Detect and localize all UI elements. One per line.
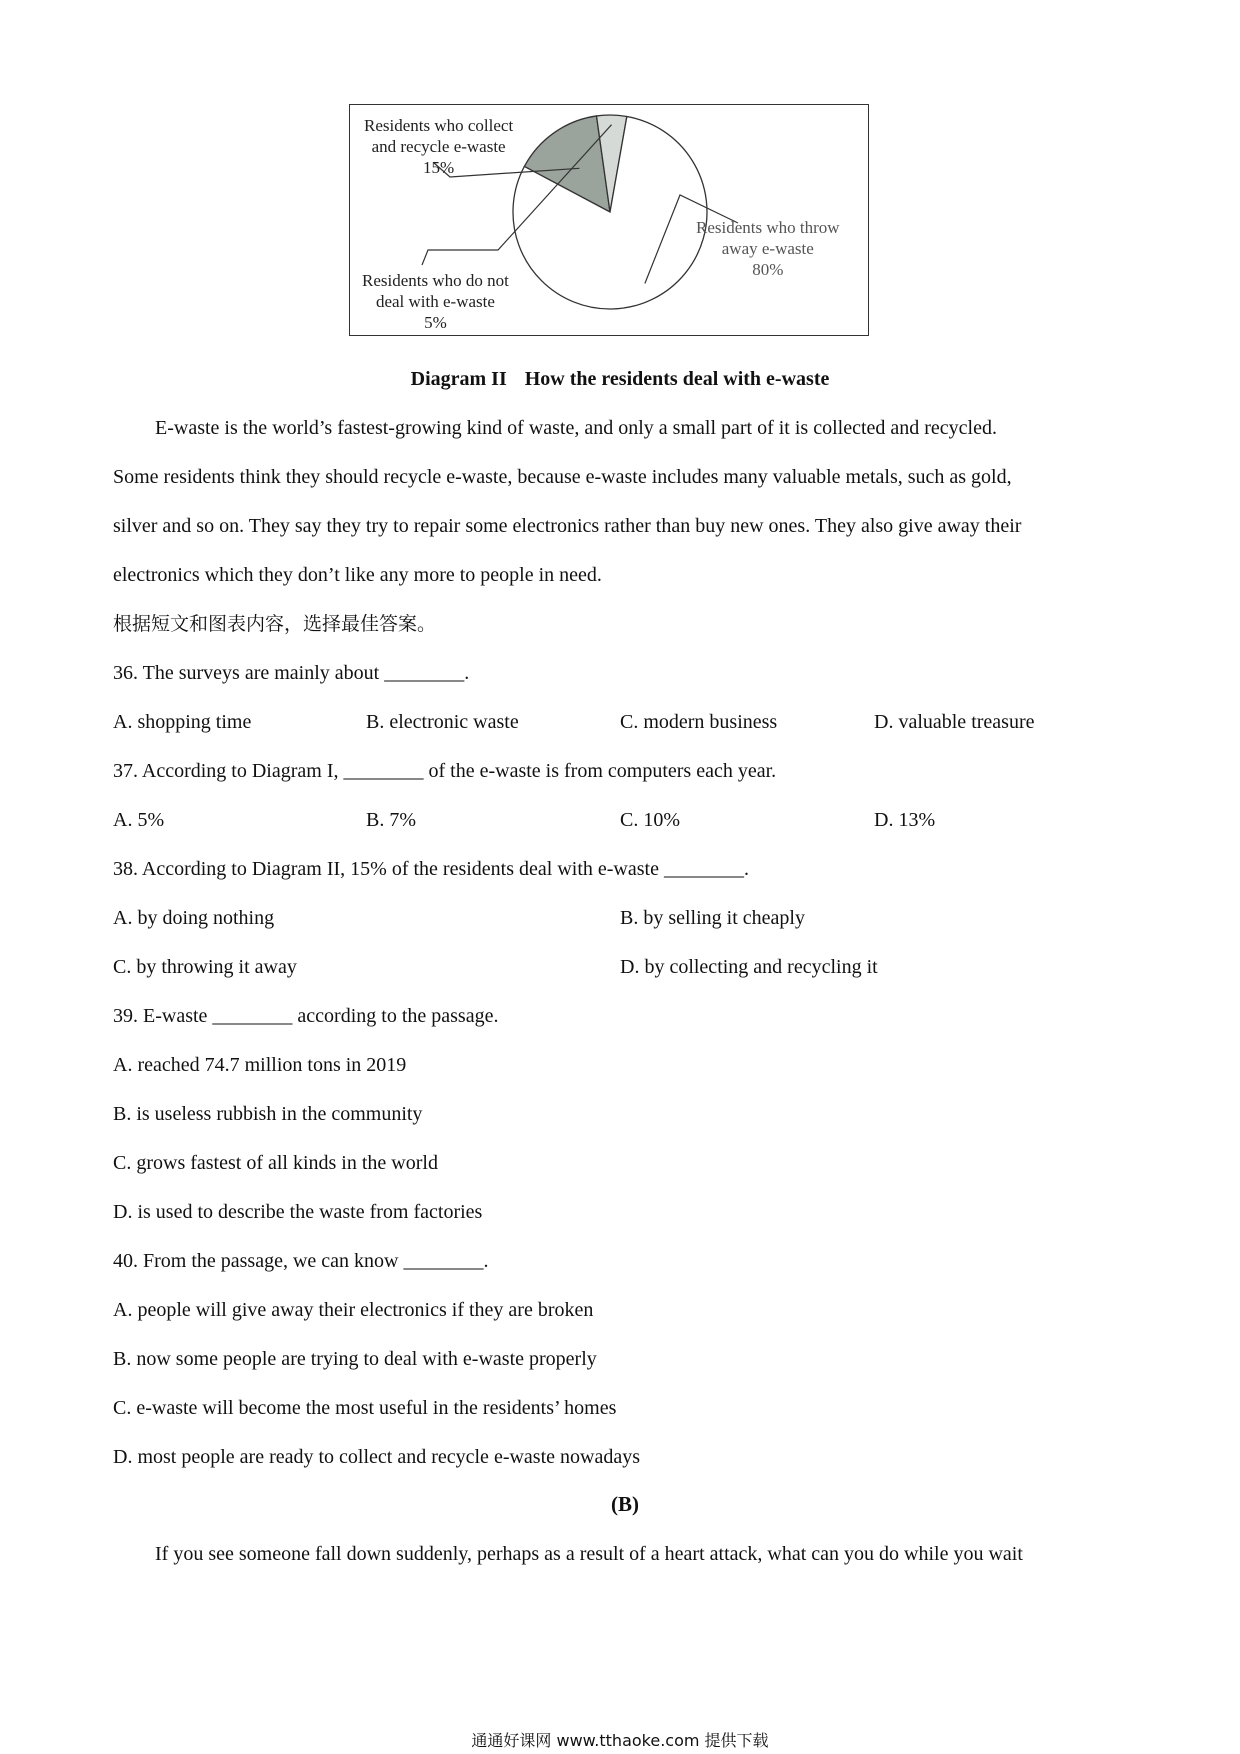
label-do-nothing xyxy=(362,270,509,333)
caption-text: How the residents deal with e-waste xyxy=(524,368,830,390)
q38-option-a[interactable]: A. by doing nothing xyxy=(113,907,275,929)
q40-option-c[interactable]: C. e-waste will become the most useful in the residents’ homes xyxy=(113,1397,617,1419)
q40-option-b[interactable]: B. now some people are trying to deal with e-waste properly xyxy=(113,1348,597,1370)
passage-line-2: Some residents think they should recycle e-waste, because e-waste includes many valuable metals, such as gold, xyxy=(113,466,1012,488)
q39-option-c[interactable]: C. grows fastest of all kinds in the world xyxy=(113,1152,438,1174)
label-collect-line2: and recycle e-waste xyxy=(371,137,506,156)
q37-option-d[interactable]: D. 13% xyxy=(874,809,936,831)
q38-option-b[interactable]: B. by selling it cheaply xyxy=(620,907,805,929)
label-throw-away xyxy=(696,217,840,280)
label-collect-percent: 15% xyxy=(423,158,455,177)
label-throw-line1: Residents who throw xyxy=(696,218,840,237)
q36-option-b[interactable]: B. electronic waste xyxy=(366,711,519,733)
q40-option-d[interactable]: D. most people are ready to collect and recycle e-waste nowadays xyxy=(113,1446,640,1468)
instruction: 根据短文和图表内容，选择最佳答案。 xyxy=(113,613,437,635)
label-throw-line2: away e-waste xyxy=(721,239,814,258)
q37-option-b[interactable]: B. 7% xyxy=(366,809,416,831)
page-footer: 通通好课网 www.tthaoke.com 提供下载 xyxy=(471,1731,769,1750)
question-36: 36. The surveys are mainly about ________. xyxy=(113,662,470,684)
q36-option-c[interactable]: C. modern business xyxy=(620,711,778,733)
question-37: 37. According to Diagram I, ________ of the e-waste is from computers each year. xyxy=(113,760,777,782)
diagram-caption xyxy=(0,368,1240,391)
q36-option-d[interactable]: D. valuable treasure xyxy=(874,711,1035,733)
label-nothing-line2: deal with e-waste xyxy=(375,292,495,311)
label-throw-percent: 80% xyxy=(752,260,784,279)
question-39: 39. E-waste ________ according to the passage. xyxy=(113,1005,499,1027)
q38-option-d[interactable]: D. by collecting and recycling it xyxy=(620,956,878,978)
passage-line-3: silver and so on. They say they try to repair some electronics rather than buy new ones. They also give away their xyxy=(113,515,1022,537)
q40-option-a[interactable]: A. people will give away their electronics if they are broken xyxy=(113,1299,594,1321)
q37-option-a[interactable]: A. 5% xyxy=(113,809,165,831)
section-b-heading: (B) xyxy=(611,1492,639,1516)
q39-option-b[interactable]: B. is useless rubbish in the community xyxy=(113,1103,423,1125)
label-collect-recycle xyxy=(364,115,513,178)
question-40: 40. From the passage, we can know ________. xyxy=(113,1250,489,1272)
label-nothing-percent: 5% xyxy=(424,313,447,332)
question-38: 38. According to Diagram II, 15% of the residents deal with e-waste ________. xyxy=(113,858,749,880)
passage-line-1: E-waste is the world’s fastest-growing kind of waste, and only a small part of it is collected and recycled. xyxy=(155,417,997,439)
label-collect-line1: Residents who collect xyxy=(364,116,514,135)
q39-option-a[interactable]: A. reached 74.7 million tons in 2019 xyxy=(113,1054,407,1076)
q38-option-c[interactable]: C. by throwing it away xyxy=(113,956,297,978)
pie-chart-figure xyxy=(349,104,869,336)
passage-line-4: electronics which they don’t like any more to people in need. xyxy=(113,564,602,586)
q37-option-c[interactable]: C. 10% xyxy=(620,809,680,831)
q36-option-a[interactable]: A. shopping time xyxy=(113,711,252,733)
caption-title: Diagram II xyxy=(410,368,507,390)
q39-option-d[interactable]: D. is used to describe the waste from factories xyxy=(113,1201,483,1223)
section-b-first-line: If you see someone fall down suddenly, perhaps as a result of a heart attack, what can you do while you wait xyxy=(155,1543,1023,1565)
label-nothing-line1: Residents who do not xyxy=(362,271,509,290)
